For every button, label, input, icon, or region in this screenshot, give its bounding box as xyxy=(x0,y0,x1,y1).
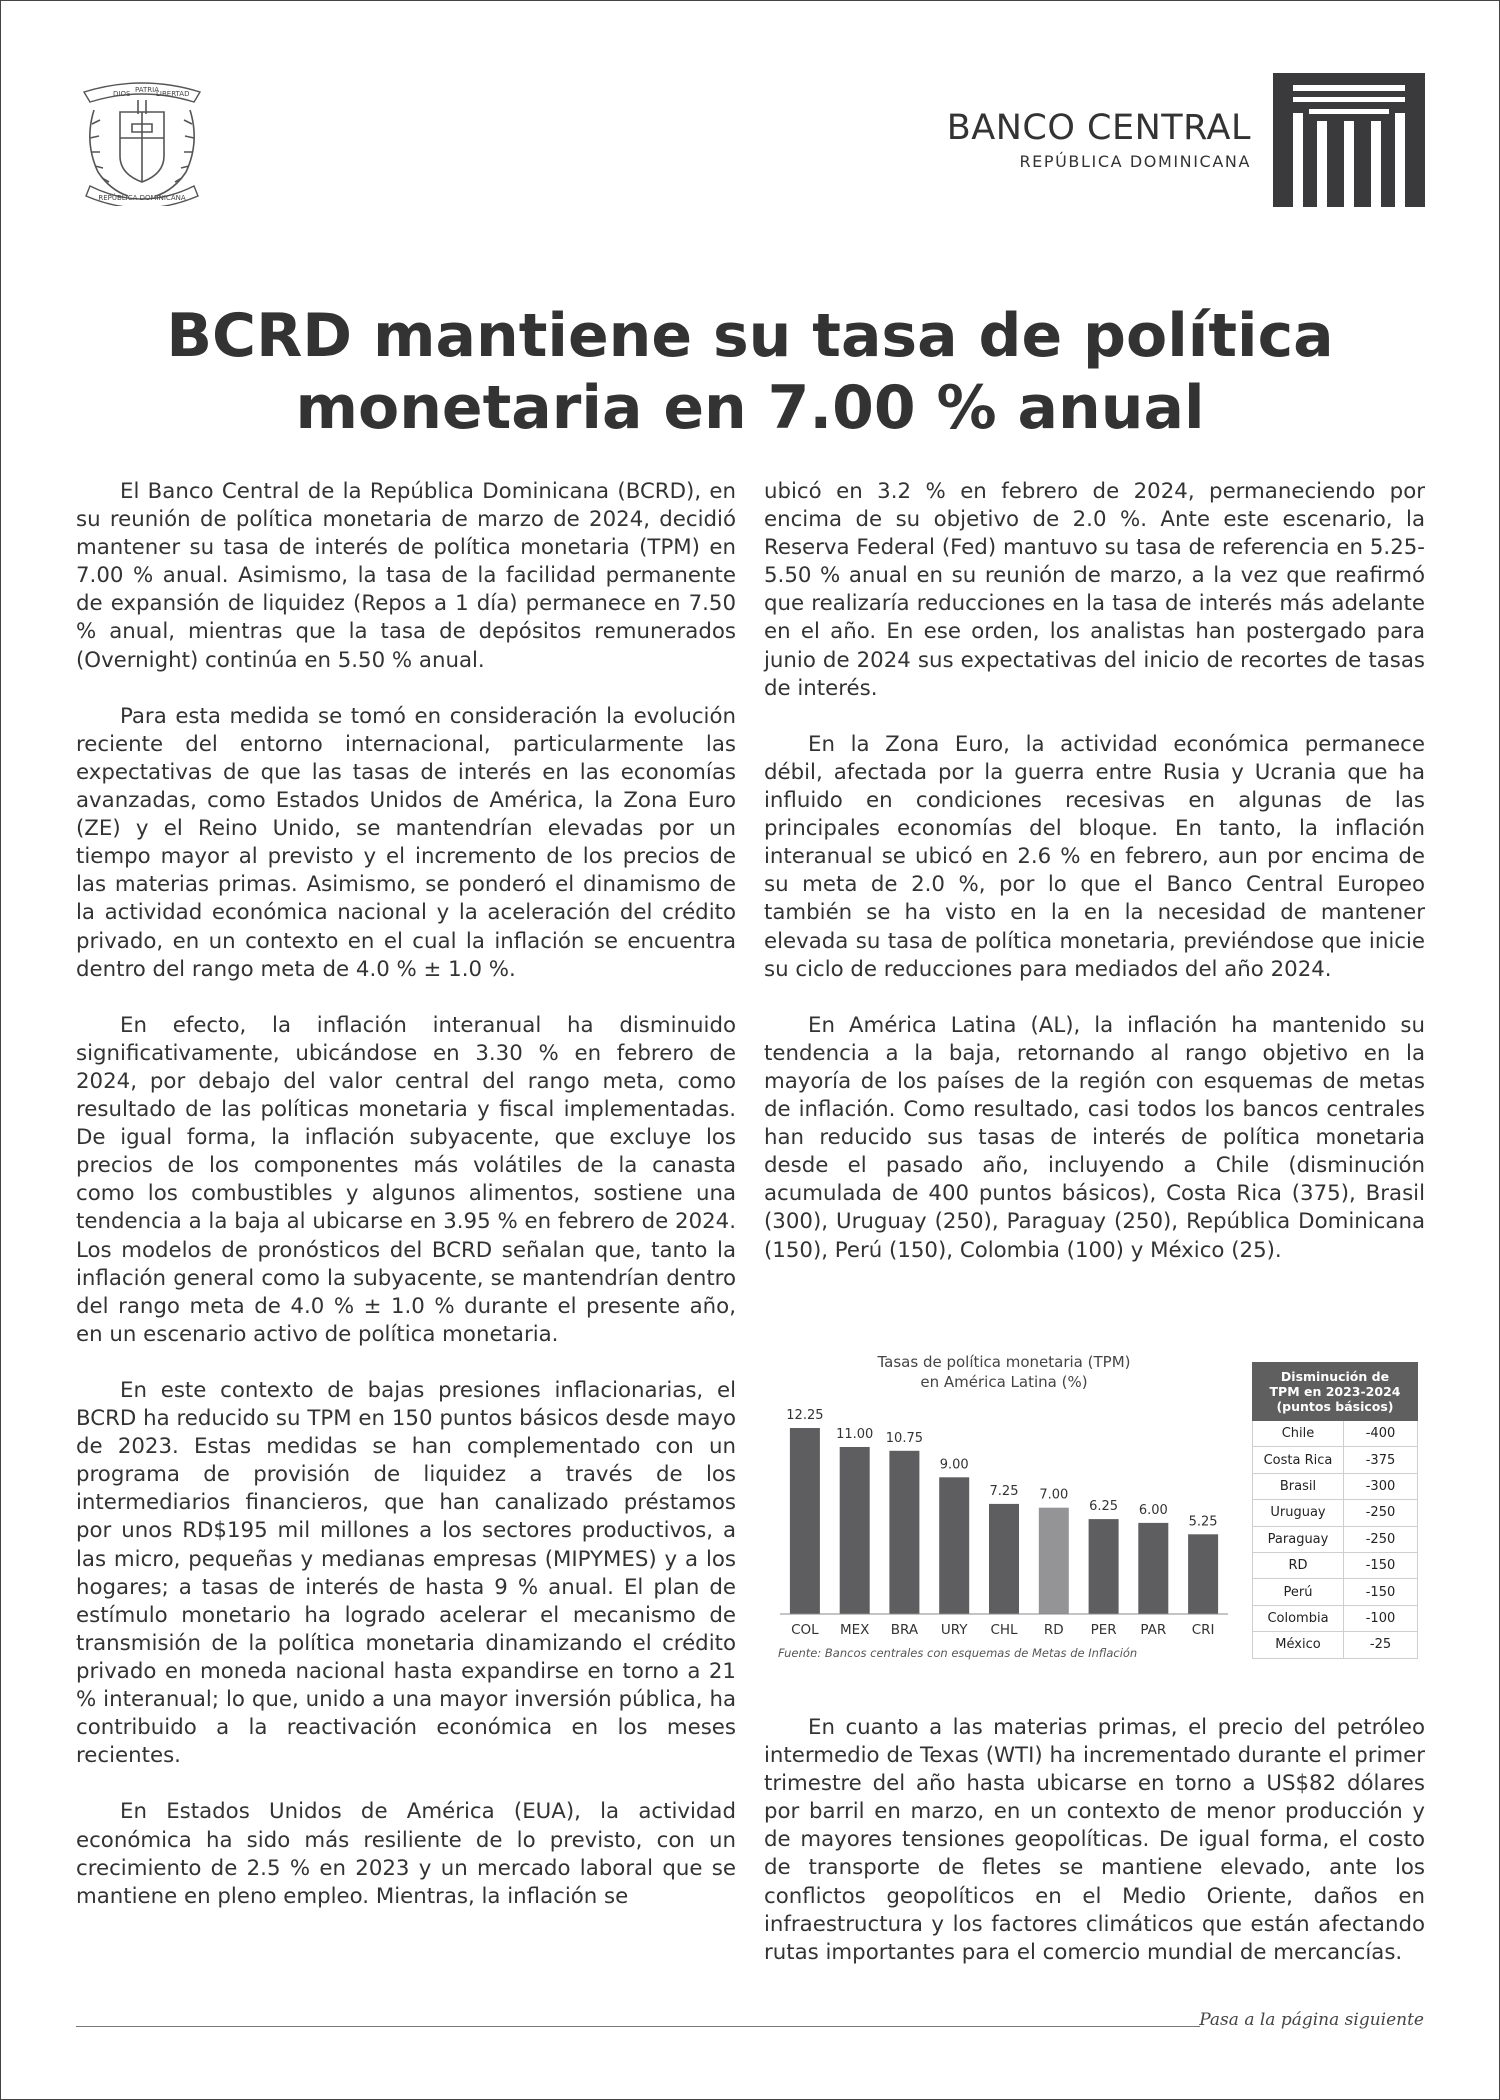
table-row xyxy=(1253,1473,1418,1499)
table-row xyxy=(1253,1552,1418,1578)
table-row xyxy=(1253,1447,1418,1473)
category-label-chl: CHL xyxy=(990,1622,1018,1638)
table-cell-country: México xyxy=(1253,1632,1344,1658)
table-cell-value: -400 xyxy=(1344,1421,1418,1447)
footer-divider xyxy=(76,2026,1200,2027)
data-label-chl: 7.25 xyxy=(989,1483,1019,1499)
title-line-2: monetaria en 7.00 % anual xyxy=(295,373,1205,443)
data-label-ury: 9.00 xyxy=(939,1457,969,1473)
table-cell-country: Chile xyxy=(1253,1421,1344,1447)
chart-plot-area xyxy=(776,1352,1240,1646)
table-cell-country: Brasil xyxy=(1253,1473,1344,1499)
data-label-per: 6.25 xyxy=(1089,1499,1119,1515)
bar-cri xyxy=(1188,1534,1218,1614)
table-row xyxy=(1253,1526,1418,1552)
chart-source: Fuente: Bancos centrales con esquemas de Metas de Inflación xyxy=(778,1646,1138,1660)
table-row xyxy=(1253,1579,1418,1605)
table-header-line: TPM en 2023-2024 xyxy=(1269,1384,1401,1399)
table-cell-country: Uruguay xyxy=(1253,1500,1344,1526)
table-row xyxy=(1253,1421,1418,1447)
table-cell-value: -150 xyxy=(1344,1552,1418,1578)
bank-logo-text xyxy=(947,108,1251,171)
table-cell-country: RD xyxy=(1253,1552,1344,1578)
table-cell-value: -150 xyxy=(1344,1579,1418,1605)
bar-chl xyxy=(989,1504,1019,1614)
title-line-1: BCRD mantiene su tasa de política xyxy=(166,301,1334,371)
table-cell-value: -100 xyxy=(1344,1605,1418,1631)
svg-text:LIBERTAD: LIBERTAD xyxy=(156,90,190,98)
paragraph: El Banco Central de la República Dominicana (BCRD), en su reunión de política monetaria de marzo de 2024, decidió mantener su tasa de interés de política monetaria (TPM) en 7.00 % anual. Asimismo, la tasa de la facilidad permanente de expansión de liquidez (Repos a 1 día) permanece en 7.50 % anual, mientras que la tasa de depósitos remunerados (Overnight) continúa en 5.50 % anual. xyxy=(76,479,736,673)
right-column-top xyxy=(764,478,1425,1293)
table-cell-value: -250 xyxy=(1344,1500,1418,1526)
paragraph: En la Zona Euro, la actividad económica permanece débil, afectada por la guerra entre Rusia y Ucrania que ha influido en condiciones recesivas en algunas de las principales economías del bloque. En tanto, la inflación interanual se ubicó en 2.6 % en febrero, aun por encima de su meta de 2.0 %, por lo que el Banco Central Europeo también se ha visto en la en la necesidad de mantener elevada su tasa de política monetaria, previéndose que inicie su ciclo de reducciones para mediados del año 2024. xyxy=(764,731,1425,982)
page-title xyxy=(80,300,1420,444)
table-cell-country: Paraguay xyxy=(1253,1526,1344,1552)
data-label-mex: 11.00 xyxy=(836,1427,874,1442)
coat-of-arms-icon xyxy=(76,72,208,206)
category-label-cri: CRI xyxy=(1191,1622,1215,1638)
table-cell-country: Colombia xyxy=(1253,1605,1344,1631)
paragraph: En cuanto a las materias primas, el precio del petróleo intermedio de Texas (WTI) ha incrementado durante el primer trimestre del año hasta ubicarse en torno a US$82 dólares por barril en marzo, en un contexto de menor producción y de mayores tensiones geopolíticas. De igual forma, el costo de transporte de fletes se mantiene elevado, ante los conflictos geopolíticos en el Medio Oriente, daños en infraestructura y los factores climáticos que están afectando rutas importantes para el comercio mundial de mercancías. xyxy=(764,1715,1425,1965)
bar-col xyxy=(790,1428,820,1614)
table-cell-country: Perú xyxy=(1253,1579,1344,1605)
paragraph: En este contexto de bajas presiones inflacionarias, el BCRD ha reducido su TPM en 150 puntos básicos desde mayo de 2023. Estas medidas se han complementado con un programa de provisión de liquidez a través de los intermediarios financieros, que han canalizado préstamos por unos RD$195 mil millones a los sectores productivos, a las micro, pequeñas y medianas empresas (MIPYMES) y a los hogares; a tasas de interés de hasta 9 % anual. El plan de estímulo monetario ha logrado acelerar el mecanismo de transmisión de la política monetaria dinamizando el crédito privado en moneda nacional hasta expandirse en torno a 21 % interanual; lo que, unido a una mayor inversión pública, ha contribuido a la reactivación económica en los meses recientes. xyxy=(76,1378,736,1769)
svg-text:DIOS: DIOS xyxy=(113,90,131,98)
bank-country: REPÚBLICA DOMINICANA xyxy=(1019,152,1251,171)
bank-building-logo-icon xyxy=(1273,73,1425,207)
table-cell-value: -375 xyxy=(1344,1447,1418,1473)
table-header xyxy=(1253,1363,1418,1421)
bar-rd xyxy=(1039,1508,1069,1614)
table-cell-value: -25 xyxy=(1344,1632,1418,1658)
category-label-col: COL xyxy=(791,1622,819,1638)
category-label-mex: MEX xyxy=(839,1622,870,1638)
category-label-bra: BRA xyxy=(890,1622,919,1638)
table-header-row xyxy=(1253,1363,1418,1421)
category-label-par: PAR xyxy=(1140,1622,1167,1638)
paragraph: En Estados Unidos de América (EUA), la actividad económica ha sido más resiliente de lo previsto, con un crecimiento de 2.5 % en 2023 y un mercado laboral que se mantiene en pleno empleo. Mientras, la inflación se xyxy=(76,1799,736,1909)
paragraph: En efecto, la inflación interanual ha disminuido significativamente, ubicándose en 3.30 % en febrero de 2024, por debajo del valor central del rango meta, como resultado de las políticas monetaria y fiscal implementadas. De igual forma, la inflación subyacente, que excluye los precios de los componentes más volátiles de la canasta como los combustibles y algunos alimentos, sostiene una tendencia a la baja al ubicarse en 3.95 % en febrero de 2024. Los modelos de pronósticos del BCRD señalan que, tanto la inflación general como la subyacente, se mantendrían dentro del rango meta de 4.0 % ± 1.0 % durante el presente año, en un escenario activo de política monetaria. xyxy=(76,1012,736,1347)
bar-bra xyxy=(889,1451,919,1614)
svg-text:PATRIA: PATRIA xyxy=(135,86,160,94)
svg-text:REPÚBLICA DOMINICANA: REPÚBLICA DOMINICANA xyxy=(98,194,186,202)
table-header-line: Disminución de xyxy=(1280,1369,1390,1384)
chart-title-line-2: en América Latina (%) xyxy=(920,1373,1088,1391)
tpm-bar-chart xyxy=(776,1352,1240,1662)
category-label-ury: URY xyxy=(940,1622,968,1638)
data-label-rd: 7.00 xyxy=(1039,1487,1069,1503)
bank-name: BANCO CENTRAL xyxy=(946,108,1251,148)
data-label-bra: 10.75 xyxy=(885,1430,924,1446)
bar-per xyxy=(1089,1519,1119,1614)
paragraph-continued: ubicó en 3.2 % en febrero de 2024, permaneciendo por encima de su objetivo de 2.0 %. Ante este escenario, la Reserva Federal (Fed) mantuvo su tasa de referencia en 5.25-5.50 % anual en su reunión de marzo, a la vez que reafirmó que realizaría reducciones en la tasa de interés más adelante en el año. En ese orden, los analistas han postergado para junio de 2024 sus expectativas del inicio de recortes de tasas de interés. xyxy=(764,479,1425,701)
data-label-par: 6.00 xyxy=(1138,1502,1168,1518)
data-label-cri: 5.25 xyxy=(1188,1514,1218,1530)
data-label-col: 12.25 xyxy=(786,1408,824,1423)
table-row xyxy=(1253,1605,1418,1631)
chart-title-line-1: Tasas de política monetaria (TPM) xyxy=(877,1353,1131,1371)
bar-mex xyxy=(840,1447,870,1614)
table-cell-country: Costa Rica xyxy=(1253,1447,1344,1473)
table-header-line: (puntos básicos) xyxy=(1276,1399,1394,1414)
bar-par xyxy=(1138,1523,1168,1614)
table-cell-value: -300 xyxy=(1344,1473,1418,1499)
table-row xyxy=(1253,1500,1418,1526)
table-row xyxy=(1253,1632,1418,1658)
category-label-rd: RD xyxy=(1043,1622,1064,1638)
left-column xyxy=(76,478,736,1939)
rate-cuts-table xyxy=(1252,1362,1418,1659)
paragraph: Para esta medida se tomó en consideración la evolución reciente del entorno internacional, particularmente las expectativas de que las tasas de interés en las economías avanzadas, como Estados Unidos de América, la Zona Euro (ZE) y el Reino Unido, se mantendrían elevadas por un tiempo mayor al previsto y el incremento de los precios de las materias primas. Asimismo, se ponderó el dinamismo de la actividad económica nacional y la aceleración del crédito privado, en un contexto en el cual la inflación se encuentra dentro del rango meta de 4.0 % ± 1.0 %. xyxy=(76,703,736,982)
right-column-bottom xyxy=(764,1714,1425,1995)
bar-ury xyxy=(939,1477,969,1614)
continue-next-page: Pasa a la página siguiente xyxy=(1199,2010,1424,2030)
category-label-per: PER xyxy=(1090,1622,1117,1638)
table-cell-value: -250 xyxy=(1344,1526,1418,1552)
paragraph: En América Latina (AL), la inflación ha mantenido su tendencia a la baja, retornando al rango objetivo en la mayoría de los países de la región con esquemas de metas de inflación. Como resultado, casi todos los bancos centrales han reducido sus tasas de interés de política monetaria desde el pasado año, incluyendo a Chile (disminución acumulada de 400 puntos básicos), Costa Rica (375), Brasil (300), Uruguay (250), Paraguay (250), República Dominicana (150), Perú (150), Colombia (100) y México (25). xyxy=(764,1012,1425,1263)
